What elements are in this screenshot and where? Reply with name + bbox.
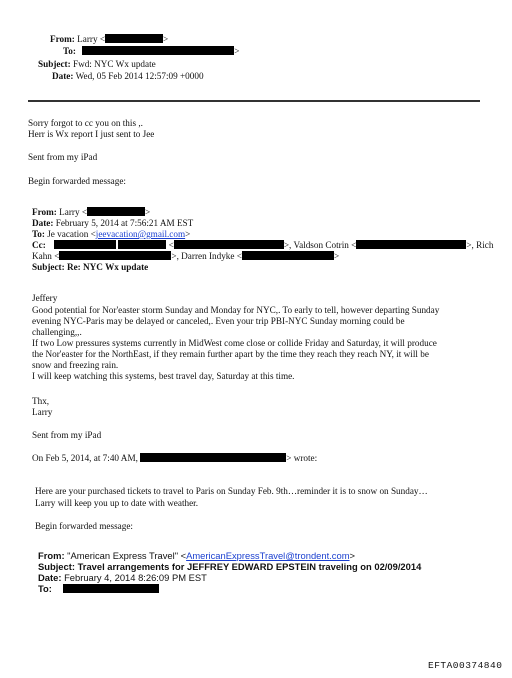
signoff: Thx, [32,396,50,406]
fwd-cc-row: Cc: < >, Valdson Cotrin < >, Rich [32,240,494,250]
fwd-date-row: Date: February 5, 2014 at 7:56:21 AM EST [32,218,194,228]
to-label: To: [63,46,76,56]
quote-attribution: On Feb 5, 2014, at 7:40 AM, > wrote: [32,453,318,463]
redaction-bar [118,240,166,249]
quote-line-2: Larry will keep you up to date with weather. [35,498,199,508]
date-label: Date: [52,71,74,81]
body-line-5: the Nor'easter for the NorthEast, if they remain further apart by the time they reach they reach NY, it will be [32,349,429,359]
bates-number: EFTA00374840 [428,660,503,671]
fwd-cc-row-2: Kahn < >, Darren Indyke < > [32,251,340,261]
begin-forwarded: Begin forwarded message: [28,176,126,186]
redaction-bar [140,453,286,462]
redaction-bar [105,34,163,43]
redaction-bar [54,240,116,249]
salutation: Jeffery [32,293,58,303]
body-line-6: snow and freezing rain. [32,360,119,370]
body-line-2: evening NYC-Paris may be delayed or canceled,. Even your trip PBI-NYC Sunday morning could be [32,316,405,326]
sent-from-ipad-2: Sent from my iPad [32,430,102,440]
redaction-bar [242,251,334,260]
intro-line-1: Sorry forgot to cc you on this ,. [28,118,143,128]
header-from-row: From: Larry < > [50,34,169,44]
to-email-link[interactable]: jeevacation@gmail.com [95,229,186,239]
amex-to-row: To: [38,583,159,594]
amex-from-row: From: "American Express Travel" <AmericanExpressTravel@trondent.com> [38,550,355,561]
from-value: Larry < [77,34,106,44]
fwd-subject-value: Re: NYC Wx update [66,262,149,272]
signoff-name: Larry [32,407,53,417]
intro-line-2: Herr is Wx report I just sent to Jee [28,129,155,139]
body-line-7: I will keep watching this systems, best travel day, Saturday at this time. [32,371,295,381]
sent-from-ipad: Sent from my iPad [28,152,98,162]
redaction-bar [87,207,145,216]
date-value: Wed, 05 Feb 2014 12:57:09 +0000 [75,71,204,81]
subject-label: Subject: [38,59,71,69]
header-to-row: To: > [63,46,240,56]
header-divider [28,100,480,102]
body-line-4: If two Low pressures systems currently in MidWest come close or collide Friday and Saturday, it will produce [32,338,437,348]
header-subject-row [38,59,156,70]
redaction-bar [356,240,466,249]
amex-date-row: Date: February 4, 2014 8:26:09 PM EST [38,572,207,583]
amex-email-link[interactable]: AmericanExpressTravel@trondent.com [186,550,350,561]
amex-subject-row: Subject: Travel arrangements for JEFFREY EDWARD EPSTEIN traveling on 02/09/2014 [38,561,422,572]
redaction-bar [174,240,284,249]
body-line-1: Good potential for Nor'easter storm Sunday and Monday for NYC,. To early to tell, however departing Sunday [32,305,440,315]
fwd-to-row: To: Je vacation <jeevacation@gmail.com> [32,229,191,239]
body-line-3: challenging,,. [32,327,82,337]
quote-line-1: Here are your purchased tickets to travel to Paris on Sunday Feb. 9th…reminder it is to snow on Sunday… [35,486,428,496]
redaction-bar [82,46,234,55]
subject-value: Fwd: NYC Wx update [72,59,156,69]
from-label: From: [50,34,75,44]
fwd-subject-row: Subject: Re: NYC Wx update [32,262,149,272]
redaction-bar [63,584,159,593]
redaction-bar [59,251,171,260]
quote-begin-forwarded: Begin forwarded message: [35,521,133,531]
header-date-row [52,71,204,82]
amex-subject-value: Travel arrangements for JEFFREY EDWARD EPSTEIN traveling on 02/09/2014 [77,561,422,572]
fwd-from-row: From: Larry < > [32,207,151,217]
